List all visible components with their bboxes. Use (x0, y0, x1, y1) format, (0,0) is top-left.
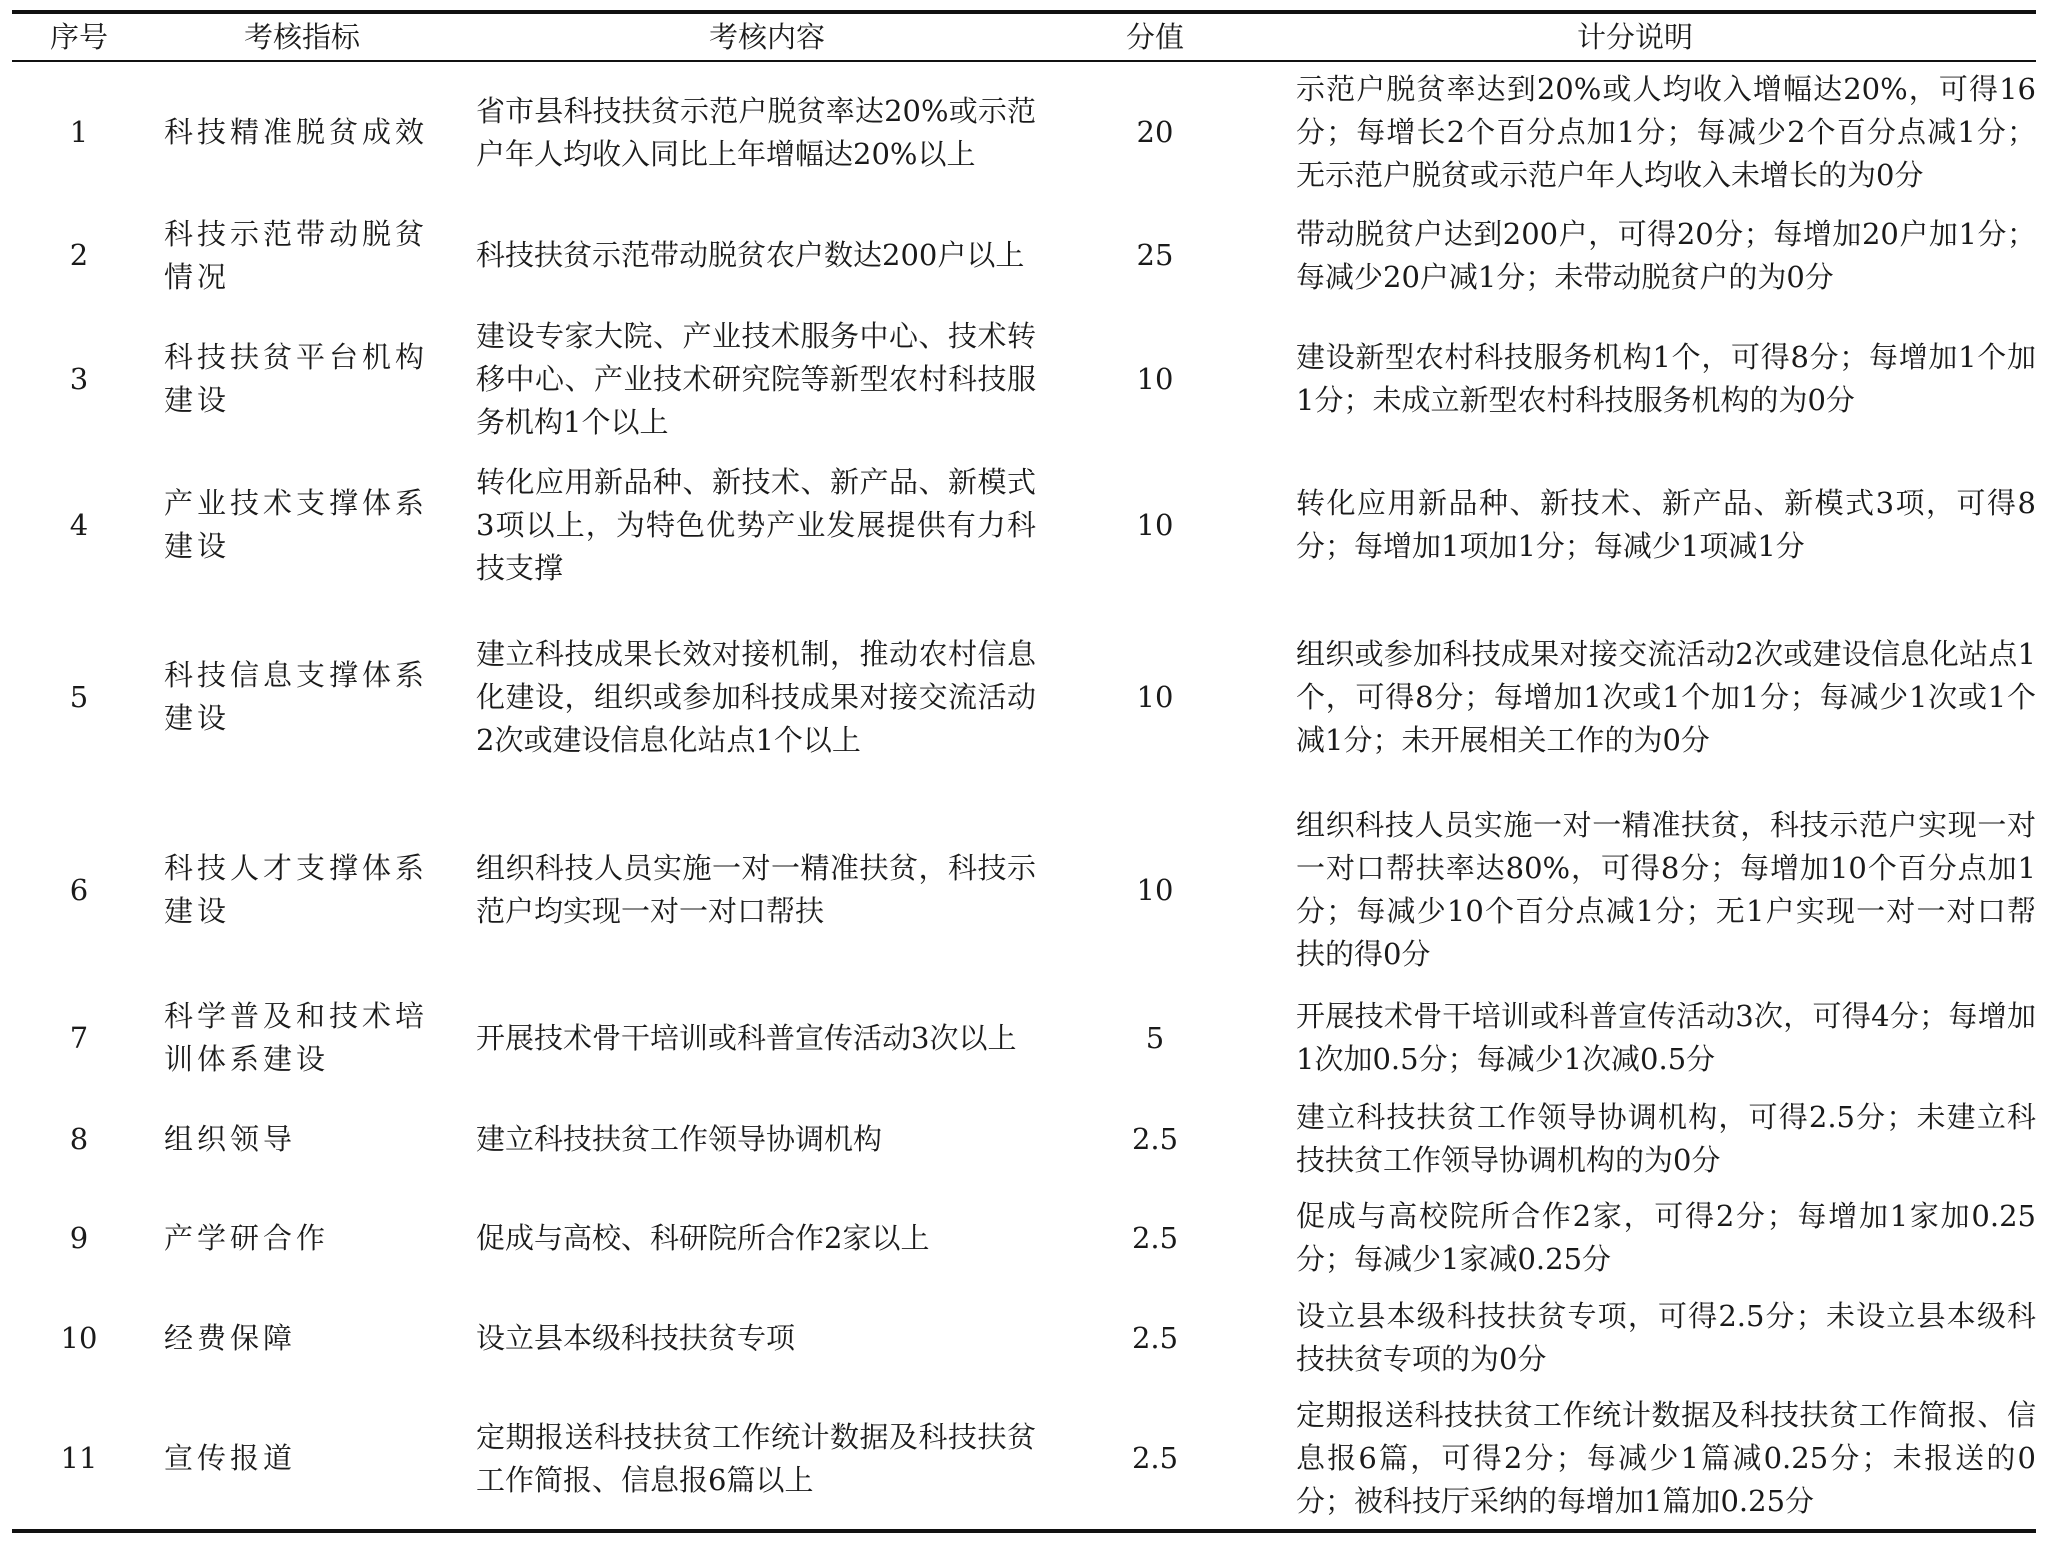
cell-explanation: 组织科技人员实施一对一精准扶贫，科技示范户实现一对一对口帮扶率达80%，可得8分；每增加10个百分点加1分；每减少10个百分点减1分；无1户实现一对一对口帮扶的得0分 (1296, 808, 2036, 971)
cell-content: 建设专家大院、产业技术服务中心、技术转移中心、产业技术研究院等新型农村科技服务机构1个以上 (476, 318, 1036, 439)
table-row (12, 986, 2036, 1090)
cell-indicator: 科学普及和技术培训体系建设 (164, 999, 429, 1076)
cell-explanation: 组织或参加科技成果对接交流活动2次或建设信息化站点1个，可得8分；每增加1次或1个加1分；每减少1次或1个减1分；未开展相关工作的为0分 (1296, 636, 2036, 757)
table-row (12, 1188, 2036, 1288)
header-explanation: 计分说明 (1576, 19, 1693, 54)
table-row (12, 61, 2036, 203)
cell-explanation: 建立科技扶贫工作领导协调机构，可得2.5分；未建立科技扶贫工作领导协调机构的为0分 (1296, 1100, 2036, 1177)
table-row (12, 1288, 2036, 1388)
header-no: 序号 (49, 19, 108, 54)
table-row (12, 794, 2036, 986)
cell-no: 11 (60, 1441, 98, 1475)
cell-content: 建立科技扶贫工作领导协调机构 (476, 1121, 883, 1156)
table-row (12, 1388, 2036, 1531)
cell-explanation: 设立县本级科技扶贫专项，可得2.5分；未设立县本级科技扶贫专项的为0分 (1296, 1299, 2036, 1376)
table-row (12, 450, 2036, 600)
table-row (12, 308, 2036, 450)
cell-indicator: 组织领导 (164, 1121, 297, 1156)
cell-no: 9 (69, 1220, 89, 1255)
document-page (12, 10, 2036, 1533)
cell-no: 1 (69, 115, 89, 149)
cell-content: 组织科技人员实施一对一精准扶贫，科技示范户均实现一对一对口帮扶 (476, 851, 1036, 928)
cell-content: 省市县科技扶贫示范户脱贫率达20%或示范户年人均收入同比上年增幅达20%以上 (476, 93, 1036, 171)
header-content: 考核内容 (708, 19, 825, 54)
cell-indicator: 科技扶贫平台机构建设 (164, 340, 429, 417)
assessment-table (12, 10, 2036, 1533)
cell-score: 10 (1136, 507, 1174, 542)
cell-score: 10 (1136, 361, 1174, 396)
cell-score: 2.5 (1131, 1441, 1179, 1475)
cell-content: 促成与高校、科研院所合作2家以上 (476, 1220, 930, 1255)
cell-content: 科技扶贫示范带动脱贫农户数达200户以上 (476, 238, 1025, 272)
cell-indicator: 宣传报道 (164, 1441, 297, 1475)
cell-score: 25 (1136, 238, 1174, 272)
table-header (12, 12, 2036, 61)
cell-explanation: 定期报送科技扶贫工作统计数据及科技扶贫工作简报、信息报6篇，可得2分；每减少1篇减0.25分；未报送的0分；被科技厅采纳的每增加1篇加0.25分 (1296, 1398, 2036, 1518)
cell-content: 转化应用新品种、新技术、新产品、新模式3项以上，为特色优势产业发展提供有力科技支撑 (476, 464, 1036, 585)
cell-explanation: 建设新型农村科技服务机构1个，可得8分；每增加1个加1分；未成立新型农村科技服务机构的为0分 (1296, 340, 2036, 417)
cell-score: 2.5 (1131, 1220, 1179, 1255)
cell-indicator: 产业技术支撑体系建设 (164, 486, 429, 563)
cell-no: 3 (69, 361, 89, 396)
table-row (12, 600, 2036, 794)
cell-no: 5 (69, 679, 89, 714)
cell-score: 2.5 (1131, 1320, 1179, 1355)
header-indicator: 考核指标 (243, 19, 360, 54)
cell-content: 开展技术骨干培训或科普宣传活动3次以上 (476, 1020, 1017, 1055)
cell-no: 7 (69, 1020, 89, 1055)
cell-indicator: 经费保障 (164, 1320, 297, 1355)
cell-explanation: 转化应用新品种、新技术、新产品、新模式3项，可得8分；每增加1项加1分；每减少1项减1分 (1296, 486, 2036, 563)
table-body (12, 61, 2036, 1531)
table-row (12, 203, 2036, 308)
cell-no: 2 (69, 238, 89, 272)
cell-indicator: 科技信息支撑体系建设 (164, 658, 429, 735)
header-row (12, 12, 2036, 61)
cell-explanation: 示范户脱贫率达到20%或人均收入增幅达20%，可得16分；每增长2个百分点加1分；每减少2个百分点减1分；无示范户脱贫或示范户年人均收入未增长的为0分 (1296, 72, 2036, 192)
cell-no: 8 (69, 1121, 89, 1156)
cell-score: 5 (1145, 1020, 1165, 1055)
cell-no: 10 (60, 1320, 98, 1355)
cell-explanation: 带动脱贫户达到200户，可得20分；每增加20户加1分；每减少20户减1分；未带动脱贫户的为0分 (1296, 216, 2036, 294)
cell-content: 设立县本级科技扶贫专项 (476, 1320, 796, 1355)
cell-score: 10 (1136, 679, 1174, 714)
cell-explanation: 促成与高校院所合作2家，可得2分；每增加1家加0.25分；每减少1家减0.25分 (1296, 1199, 2036, 1276)
cell-explanation: 开展技术骨干培训或科普宣传活动3次，可得4分；每增加1次加0.5分；每减少1次减0.5分 (1296, 999, 2036, 1076)
header-score: 分值 (1125, 19, 1184, 54)
cell-indicator: 科技示范带动脱贫情况 (164, 216, 429, 294)
cell-indicator: 科技人才支撑体系建设 (164, 851, 429, 928)
cell-content: 定期报送科技扶贫工作统计数据及科技扶贫工作简报、信息报6篇以上 (476, 1419, 1036, 1497)
table-row (12, 1090, 2036, 1188)
cell-no: 4 (69, 507, 89, 542)
cell-content: 建立科技成果长效对接机制，推动农村信息化建设，组织或参加科技成果对接交流活动2次或建设信息化站点1个以上 (476, 636, 1036, 757)
cell-score: 10 (1136, 872, 1174, 907)
cell-score: 20 (1136, 115, 1174, 149)
cell-score: 2.5 (1131, 1121, 1179, 1156)
cell-indicator: 科技精准脱贫成效 (164, 115, 429, 149)
cell-no: 6 (69, 872, 89, 907)
cell-indicator: 产学研合作 (164, 1220, 330, 1255)
